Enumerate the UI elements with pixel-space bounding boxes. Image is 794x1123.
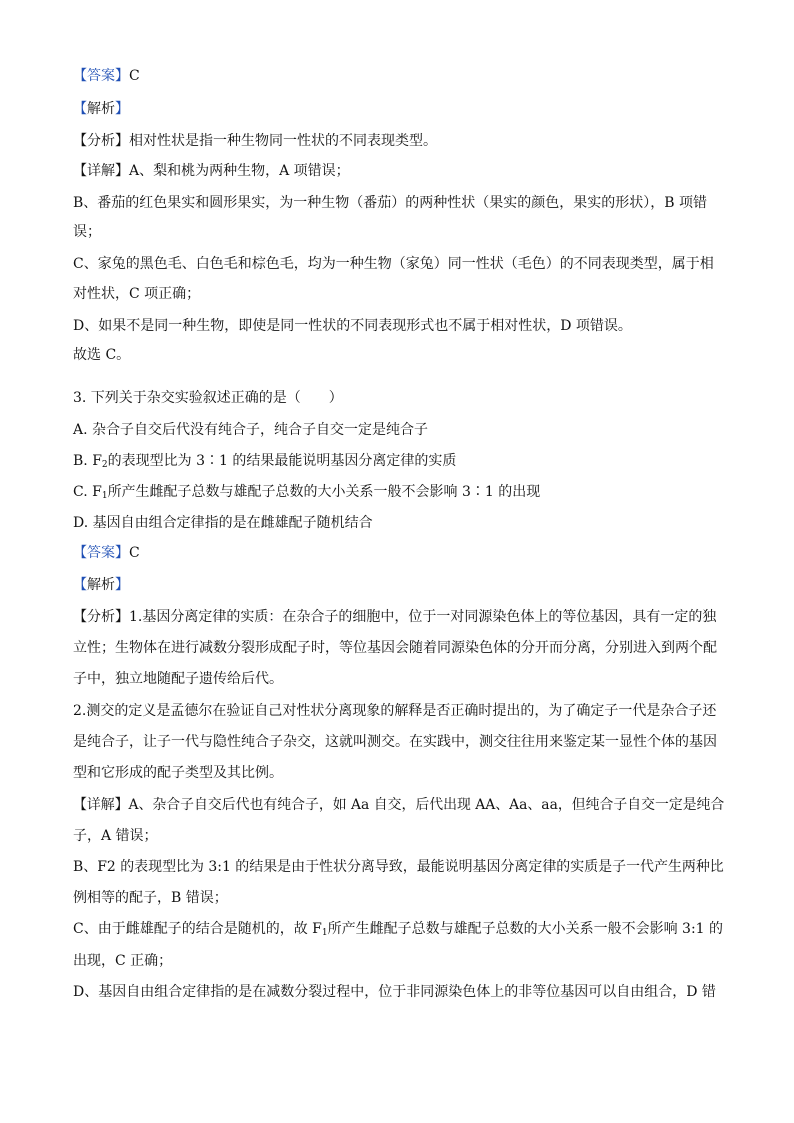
q3-analysis-6: 型和它形成的配子类型及其比例。 xyxy=(73,765,283,781)
q2-detail-b-2: 误； xyxy=(73,224,101,240)
q3-analysis-3: 子中，独立地随配子遗传给后代。 xyxy=(73,671,283,687)
q3-detail-a-2: 子，A 错误； xyxy=(73,828,158,844)
answer-tag: 【答案】 xyxy=(73,545,129,561)
q3-analysis-5: 是纯合子，让子一代与隐性纯合子杂交，这就叫测交。在实践中，测交往往用来鉴定某一显性个体的基因 xyxy=(73,734,717,750)
q3-analysis-4: 2.测交的定义是孟德尔在验证自己对性状分离现象的解释是否正确时提出的，为了确定子一代是杂合子还 xyxy=(73,703,717,719)
q2-detail-c-2: 对性状，C 项正确； xyxy=(73,286,201,302)
analysis-tag: 解析 xyxy=(87,577,115,593)
answer-tag: 【答案】 xyxy=(73,68,129,84)
q3-analysis-heading: 【解析】 xyxy=(73,577,129,593)
q2-detail-c-1: C、家兔的黑色毛、白色毛和棕色毛，均为一种生物（家兔）同一性状（毛色）的不同表现类型，属于相 xyxy=(73,256,714,272)
q2-detail-a: 【详解】A、梨和桃为两种生物，A 项错误； xyxy=(73,163,350,179)
q3-analysis-2: 立性；生物体在进行减数分裂形成配子时，等位基因会随着同源染色体的分开而分离，分别进入到两个配 xyxy=(73,640,717,656)
q3-detail-d-1: D、基因自由组合定律指的是在减数分裂过程中，位于非同源染色体上的非等位基因可以自由组合，D 错 xyxy=(73,984,716,1000)
analysis-tag: 解析 xyxy=(87,101,115,117)
q2-answer-value: C xyxy=(129,68,140,84)
q2-analysis-heading: 【解析】 xyxy=(73,101,129,117)
q3-answer-line xyxy=(73,543,140,563)
q3-analysis-1: 【分析】1.基因分离定律的实质：在杂合子的细胞中，位于一对同源染色体上的等位基因，具有一定的独 xyxy=(73,609,717,625)
q3-stem: 3. 下列关于杂交实验叙述正确的是（ ） xyxy=(73,390,343,406)
q2-detail-d: D、如果不是同一种生物，即使是同一性状的不同表现形式也不属于相对性状，D 项错误。 xyxy=(73,318,632,334)
q3-detail-c-1: C、由于雌雄配子的结合是随机的，故 $F_1$所产生雌配子总数与雄配子总数的大小关系一般不会影响 3:1 的 xyxy=(73,921,724,938)
q3-option-c: C. $F_1$所产生雌配子总数与雄配子总数的大小关系一般不会影响 3∶1 的出现 xyxy=(73,484,541,501)
q3-detail-b-2: 例相等的配子，B 错误； xyxy=(73,890,228,906)
q3-detail-a-1: 【详解】A、杂合子自交后代也有纯合子，如 Aa 自交，后代出现 AA、Aa、aa，但纯合子自交一定是纯合 xyxy=(73,797,725,813)
q3-option-b: B. $F_2$的表现型比为 3∶1 的结果最能说明基因分离定律的实质 xyxy=(73,453,457,470)
q2-analysis-text: 【分析】相对性状是指一种生物同一性状的不同表现类型。 xyxy=(73,133,437,149)
q3-answer-value: C xyxy=(129,545,140,561)
q3-detail-b-1: B、F2 的表现型比为 3:1 的结果是由于性状分离导致，最能说明基因分离定律的实质是子一代产生两种比 xyxy=(73,859,724,875)
q2-conclusion: 故选 C。 xyxy=(73,347,131,363)
q3-option-a: A. 杂合子自交后代没有纯合子，纯合子自交一定是纯合子 xyxy=(73,422,429,438)
q2-detail-b-1: B、番茄的红色果实和圆形果实，为一种生物（番茄）的两种性状（果实的颜色，果实的形状），B 项错 xyxy=(73,195,708,211)
q3-option-d: D. 基因自由组合定律指的是在雌雄配子随机结合 xyxy=(73,515,373,531)
q2-answer-line xyxy=(73,66,140,86)
q3-detail-c-2: 出现，C 正确； xyxy=(73,953,173,969)
